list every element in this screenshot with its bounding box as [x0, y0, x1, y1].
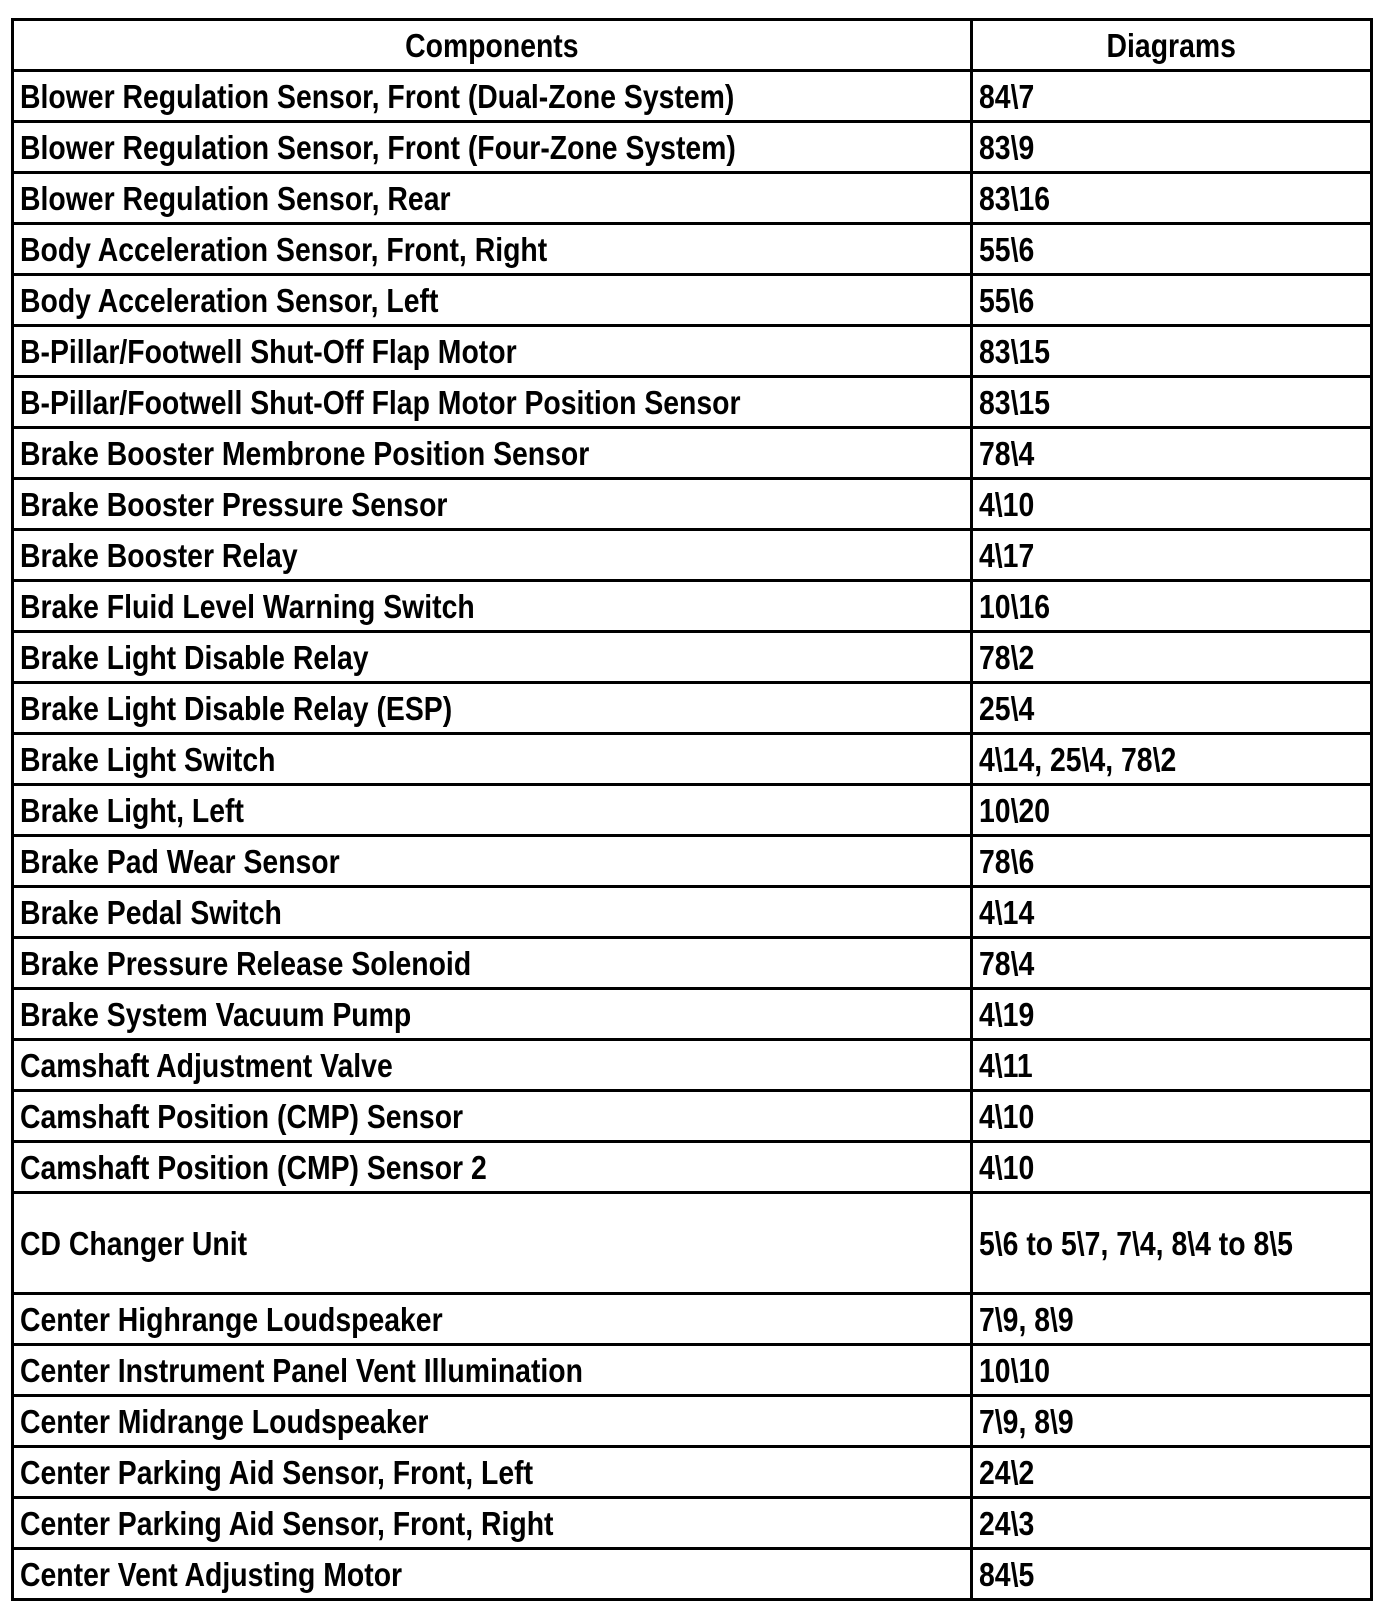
component-name: Brake Light, Left	[20, 791, 244, 829]
table-row	[13, 1040, 1372, 1091]
component-name: Brake Light Switch	[20, 740, 276, 778]
components-diagrams-table	[11, 18, 1373, 1601]
diagram-reference: 78\4	[979, 944, 1035, 982]
component-name: Blower Regulation Sensor, Front (Four-Zone System)	[20, 128, 736, 166]
component-cell	[13, 1396, 972, 1447]
table-row	[13, 224, 1372, 275]
component-cell	[13, 326, 972, 377]
component-cell	[13, 785, 972, 836]
component-cell	[13, 989, 972, 1040]
header-diagrams: Diagrams	[972, 20, 1372, 71]
component-name: Brake Fluid Level Warning Switch	[20, 587, 475, 625]
component-name: Brake System Vacuum Pump	[20, 995, 412, 1033]
table-row	[13, 1498, 1372, 1549]
diagrams-cell	[972, 1193, 1372, 1294]
component-cell	[13, 683, 972, 734]
table-row	[13, 530, 1372, 581]
diagram-reference: 4\10	[979, 485, 1035, 523]
component-cell	[13, 71, 972, 122]
diagram-reference: 24\3	[979, 1504, 1035, 1542]
component-cell	[13, 734, 972, 785]
table-row	[13, 734, 1372, 785]
diagram-reference: 24\2	[979, 1453, 1035, 1491]
diagram-reference: 4\14, 25\4, 78\2	[979, 740, 1177, 778]
table-row	[13, 1294, 1372, 1345]
table-row	[13, 581, 1372, 632]
component-name: Blower Regulation Sensor, Rear	[20, 179, 451, 217]
diagrams-cell	[972, 275, 1372, 326]
table-row	[13, 1396, 1372, 1447]
table-row	[13, 275, 1372, 326]
component-cell	[13, 1142, 972, 1193]
component-name: Brake Light Disable Relay	[20, 638, 369, 676]
diagrams-cell	[972, 1447, 1372, 1498]
diagrams-cell	[972, 938, 1372, 989]
component-cell	[13, 1193, 972, 1294]
component-cell	[13, 1447, 972, 1498]
diagrams-cell	[972, 1040, 1372, 1091]
table-row	[13, 479, 1372, 530]
diagram-reference: 55\6	[979, 281, 1035, 319]
component-cell	[13, 1549, 972, 1600]
diagrams-cell	[972, 326, 1372, 377]
header-components: Components	[13, 20, 972, 71]
diagram-reference: 78\2	[979, 638, 1035, 676]
component-cell	[13, 428, 972, 479]
header-row	[13, 20, 1372, 71]
table-row	[13, 428, 1372, 479]
component-name: Brake Booster Membrone Position Sensor	[20, 434, 590, 472]
component-cell	[13, 1345, 972, 1396]
diagrams-cell	[972, 887, 1372, 938]
component-cell	[13, 122, 972, 173]
component-name: Blower Regulation Sensor, Front (Dual-Zone System)	[20, 77, 735, 115]
diagram-reference: 83\15	[979, 383, 1051, 421]
diagrams-cell	[972, 71, 1372, 122]
component-cell	[13, 173, 972, 224]
diagrams-cell	[972, 1498, 1372, 1549]
diagrams-cell	[972, 734, 1372, 785]
diagram-reference: 10\16	[979, 587, 1051, 625]
diagram-reference: 4\14	[979, 893, 1035, 931]
table-row	[13, 785, 1372, 836]
component-name: Center Midrange Loudspeaker	[20, 1402, 429, 1440]
diagrams-cell	[972, 1345, 1372, 1396]
component-cell	[13, 224, 972, 275]
component-cell	[13, 581, 972, 632]
component-name: Brake Pad Wear Sensor	[20, 842, 340, 880]
diagram-reference: 7\9, 8\9	[979, 1300, 1074, 1338]
diagrams-cell	[972, 1396, 1372, 1447]
diagrams-cell	[972, 581, 1372, 632]
component-cell	[13, 530, 972, 581]
diagram-reference: 25\4	[979, 689, 1035, 727]
diagram-reference: 83\16	[979, 179, 1051, 217]
diagram-reference: 4\11	[979, 1046, 1033, 1084]
diagrams-cell	[972, 428, 1372, 479]
diagram-reference: 5\6 to 5\7, 7\4, 8\4 to 8\5	[979, 1224, 1293, 1262]
table-row	[13, 1345, 1372, 1396]
component-cell	[13, 887, 972, 938]
diagrams-cell	[972, 1294, 1372, 1345]
diagrams-cell	[972, 377, 1372, 428]
component-name: Center Instrument Panel Vent Illumination	[20, 1351, 583, 1389]
component-name: Brake Pedal Switch	[20, 893, 282, 931]
table-row	[13, 836, 1372, 887]
diagram-reference: 83\15	[979, 332, 1051, 370]
table-row	[13, 1193, 1372, 1294]
diagrams-cell	[972, 173, 1372, 224]
table-row	[13, 326, 1372, 377]
table-row	[13, 377, 1372, 428]
component-name: Body Acceleration Sensor, Front, Right	[20, 230, 548, 268]
diagram-reference: 84\7	[979, 77, 1035, 115]
diagram-reference: 4\10	[979, 1097, 1035, 1135]
table-row	[13, 683, 1372, 734]
component-cell	[13, 479, 972, 530]
diagrams-cell	[972, 836, 1372, 887]
diagram-reference: 4\17	[979, 536, 1035, 574]
diagrams-cell	[972, 1142, 1372, 1193]
table-row	[13, 1142, 1372, 1193]
component-cell	[13, 836, 972, 887]
component-name: Center Vent Adjusting Motor	[20, 1555, 403, 1593]
component-name: Camshaft Position (CMP) Sensor	[20, 1097, 464, 1135]
component-name: Brake Booster Pressure Sensor	[20, 485, 448, 523]
diagram-reference: 84\5	[979, 1555, 1035, 1593]
diagram-reference: 7\9, 8\9	[979, 1402, 1074, 1440]
component-cell	[13, 377, 972, 428]
table-row	[13, 1549, 1372, 1600]
diagrams-cell	[972, 1549, 1372, 1600]
table-row	[13, 989, 1372, 1040]
diagram-reference: 78\6	[979, 842, 1035, 880]
component-name: Center Highrange Loudspeaker	[20, 1300, 443, 1338]
table-row	[13, 1447, 1372, 1498]
diagrams-cell	[972, 1091, 1372, 1142]
component-name: B-Pillar/Footwell Shut-Off Flap Motor Position Sensor	[20, 383, 741, 421]
component-name: Brake Booster Relay	[20, 536, 298, 574]
diagrams-cell	[972, 785, 1372, 836]
table-row	[13, 632, 1372, 683]
component-name: Camshaft Position (CMP) Sensor 2	[20, 1148, 487, 1186]
diagram-reference: 4\10	[979, 1148, 1035, 1186]
component-cell	[13, 632, 972, 683]
diagrams-cell	[972, 683, 1372, 734]
diagram-reference: 83\9	[979, 128, 1035, 166]
component-name: Center Parking Aid Sensor, Front, Right	[20, 1504, 554, 1542]
component-cell	[13, 1498, 972, 1549]
component-cell	[13, 1294, 972, 1345]
component-cell	[13, 938, 972, 989]
component-name: Brake Light Disable Relay (ESP)	[20, 689, 453, 727]
component-name: Body Acceleration Sensor, Left	[20, 281, 439, 319]
table-row	[13, 173, 1372, 224]
diagram-reference: 10\20	[979, 791, 1051, 829]
component-name: CD Changer Unit	[20, 1224, 248, 1262]
component-cell	[13, 1091, 972, 1142]
diagram-reference: 55\6	[979, 230, 1035, 268]
component-cell	[13, 275, 972, 326]
diagram-reference: 4\19	[979, 995, 1035, 1033]
component-cell	[13, 1040, 972, 1091]
diagram-reference: 10\10	[979, 1351, 1051, 1389]
table-row	[13, 938, 1372, 989]
component-name: Camshaft Adjustment Valve	[20, 1046, 393, 1084]
component-name: B-Pillar/Footwell Shut-Off Flap Motor	[20, 332, 517, 370]
diagrams-cell	[972, 224, 1372, 275]
table-row	[13, 71, 1372, 122]
table-row	[13, 887, 1372, 938]
component-name: Brake Pressure Release Solenoid	[20, 944, 472, 982]
diagrams-cell	[972, 632, 1372, 683]
diagrams-cell	[972, 989, 1372, 1040]
table-row	[13, 1091, 1372, 1142]
table-row	[13, 122, 1372, 173]
diagrams-cell	[972, 530, 1372, 581]
diagrams-cell	[972, 122, 1372, 173]
component-name: Center Parking Aid Sensor, Front, Left	[20, 1453, 534, 1491]
diagrams-cell	[972, 479, 1372, 530]
diagram-reference: 78\4	[979, 434, 1035, 472]
